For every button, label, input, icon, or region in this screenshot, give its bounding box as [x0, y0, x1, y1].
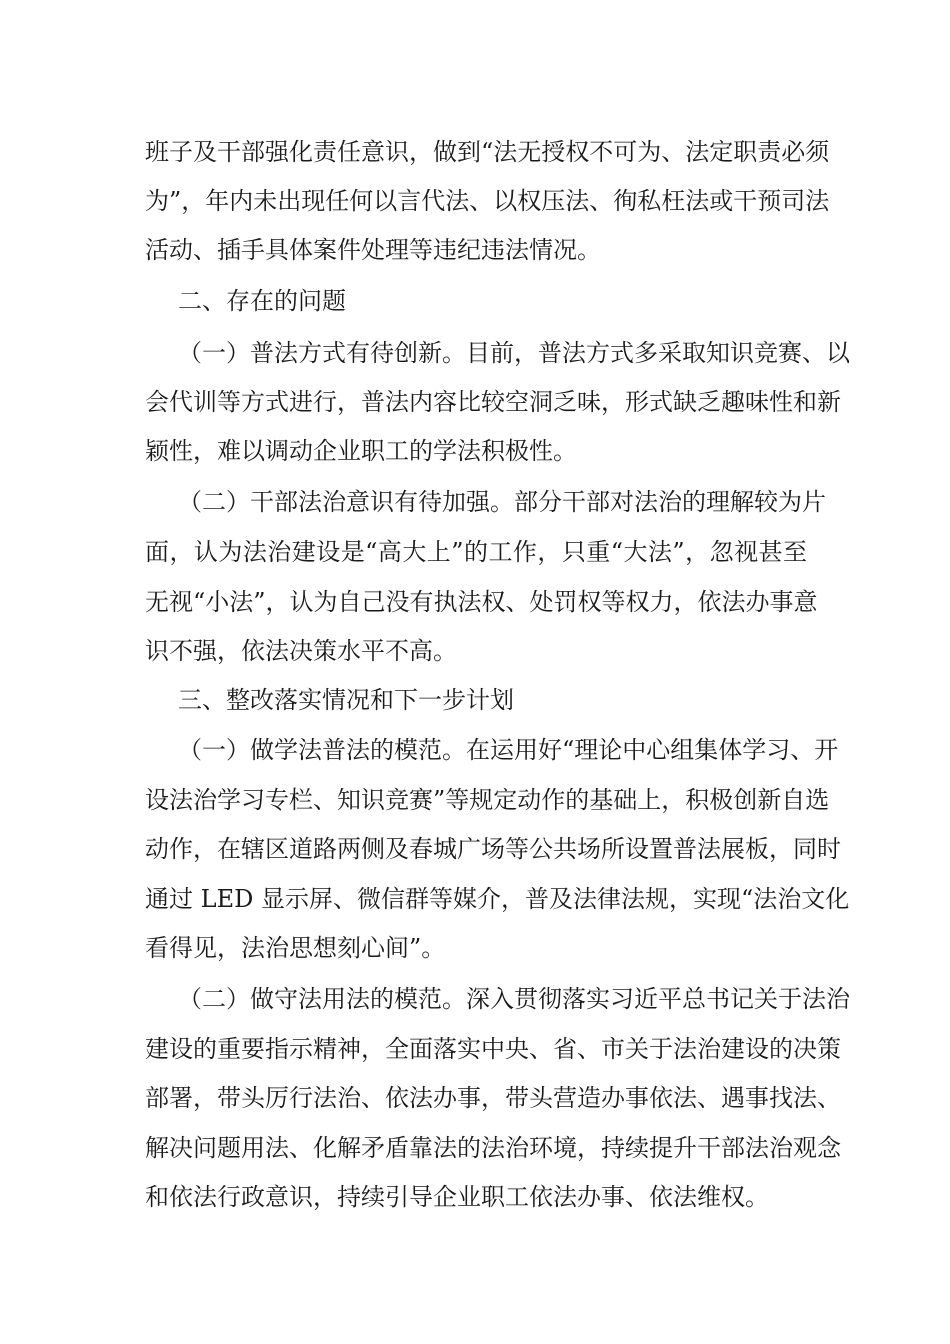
paragraph-line: 无视“小法”，认为自己没有执法权、处罚权等权力，依法办事意	[145, 588, 818, 616]
paragraph-line: （一）做学法普法的模范。在运用好“理论中心组集体学习、开	[178, 736, 839, 764]
paragraph-line: 活动、插手具体案件处理等违纪违法情况。	[145, 236, 601, 264]
paragraph-line: 设法治学习专栏、知识竞赛”等规定动作的基础上，积极创新自选	[145, 786, 830, 814]
paragraph-line: （二）做守法用法的模范。深入贯彻落实习近平总书记关于法治	[178, 985, 850, 1013]
paragraph-line: 面，认为法治建设是“高大上”的工作，只重“大法”，忽视甚至	[145, 538, 807, 566]
paragraph-line: 和依法行政意识，持续引导企业职工依法办事、依法维权。	[145, 1183, 769, 1211]
paragraph-line: 看得见，法治思想刻心间”。	[145, 934, 446, 962]
paragraph-line: （二）干部法治意识有待加强。部分干部对法治的理解较为片	[178, 488, 826, 516]
paragraph-line: 班子及干部强化责任意识，做到“法无授权不可为、法定职责必须	[145, 138, 830, 166]
paragraph-line: 动作，在辖区道路两侧及春城广场等公共场所设置普法展板，同时	[145, 835, 841, 863]
paragraph-line: 建设的重要指示精神，全面落实中央、省、市关于法治建设的决策	[145, 1035, 841, 1063]
paragraph-line: 会代训等方式进行，普法内容比较空洞乏味，形式缺乏趣味性和新	[145, 388, 841, 416]
paragraph-line: 识不强，依法决策水平不高。	[145, 637, 457, 665]
section-heading: 三、整改落实情况和下一步计划	[178, 686, 514, 714]
paragraph-line: 部署，带头厉行法治、依法办事，带头营造办事依法、遇事找法、	[145, 1084, 841, 1112]
paragraph-line: （一）普法方式有待创新。目前，普法方式多采取知识竞赛、以	[178, 339, 850, 367]
paragraph-line: 为”，年内未出现任何以言代法、以权压法、徇私枉法或干预司法	[145, 187, 830, 215]
paragraph-line: 解决问题用法、化解矛盾靠法的法治环境，持续提升干部法治观念	[145, 1134, 841, 1162]
paragraph-line: 颖性，难以调动企业职工的学法积极性。	[145, 437, 577, 465]
section-heading: 二、存在的问题	[178, 287, 346, 315]
paragraph-line: 通过 LED 显示屏、微信群等媒介，普及法律法规，实现“法治文化	[145, 885, 850, 913]
